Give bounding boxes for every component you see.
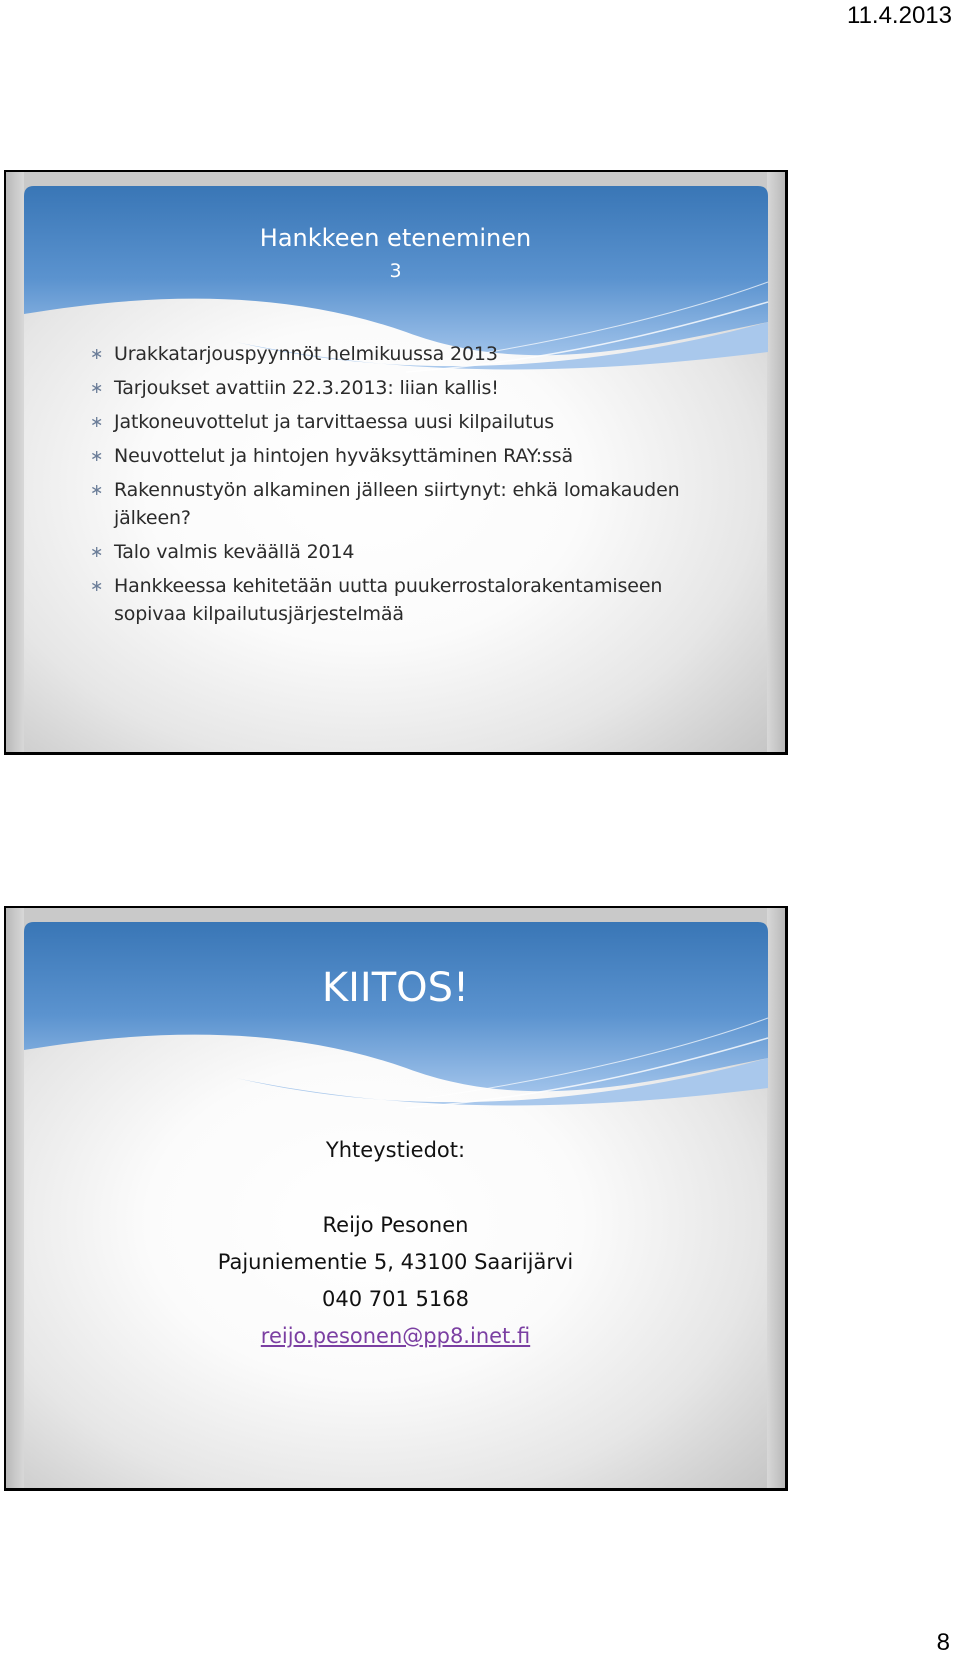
contact-email-link[interactable]: reijo.pesonen@pp8.inet.fi xyxy=(260,1324,531,1348)
contact-heading: Yhteystiedot: xyxy=(325,1138,466,1162)
asterisk-bullet-icon: ∗ xyxy=(90,542,104,561)
list-item: ∗ Hankkeessa kehitetään uutta puukerrostalorakentamiseen sopivaa kilpailutusjärjestelmää xyxy=(90,572,690,628)
contact-phone: 040 701 5168 xyxy=(322,1287,469,1311)
slide-header-wave xyxy=(6,908,785,1128)
asterisk-bullet-icon: ∗ xyxy=(90,576,104,595)
slide-kiitos xyxy=(4,906,788,1491)
list-item: ∗ Urakkatarjouspyynnöt helmikuussa 2013 xyxy=(90,340,690,368)
bullet-list xyxy=(90,340,690,634)
asterisk-bullet-icon: ∗ xyxy=(90,344,104,363)
list-item: ∗ Tarjoukset avattiin 22.3.2013: liian kallis! xyxy=(90,374,690,402)
list-item: ∗ Rakennustyön alkaminen jälleen siirtynyt: ehkä lomakauden jälkeen? xyxy=(90,476,690,532)
asterisk-bullet-icon: ∗ xyxy=(90,412,104,431)
slide-hankkeen-eteneminen xyxy=(4,170,788,755)
list-item: ∗ Talo valmis keväällä 2014 xyxy=(90,538,690,566)
slide-title: KIITOS! xyxy=(321,965,470,1011)
asterisk-bullet-icon: ∗ xyxy=(90,480,104,499)
asterisk-bullet-icon: ∗ xyxy=(90,446,104,465)
list-item: ∗ Neuvottelut ja hintojen hyväksyttäminen RAY:ssä xyxy=(90,442,690,470)
page-number: 8 xyxy=(936,1629,950,1656)
page-date: 11.4.2013 xyxy=(847,2,952,29)
slide-title: Hankkeen eteneminen xyxy=(259,224,532,252)
contact-name: Reijo Pesonen xyxy=(322,1213,469,1237)
slide-number: 3 xyxy=(389,260,402,282)
contact-address: Pajuniementie 5, 43100 Saarijärvi xyxy=(217,1250,574,1274)
asterisk-bullet-icon: ∗ xyxy=(90,378,104,397)
list-item: ∗ Jatkoneuvottelut ja tarvittaessa uusi kilpailutus xyxy=(90,408,690,436)
